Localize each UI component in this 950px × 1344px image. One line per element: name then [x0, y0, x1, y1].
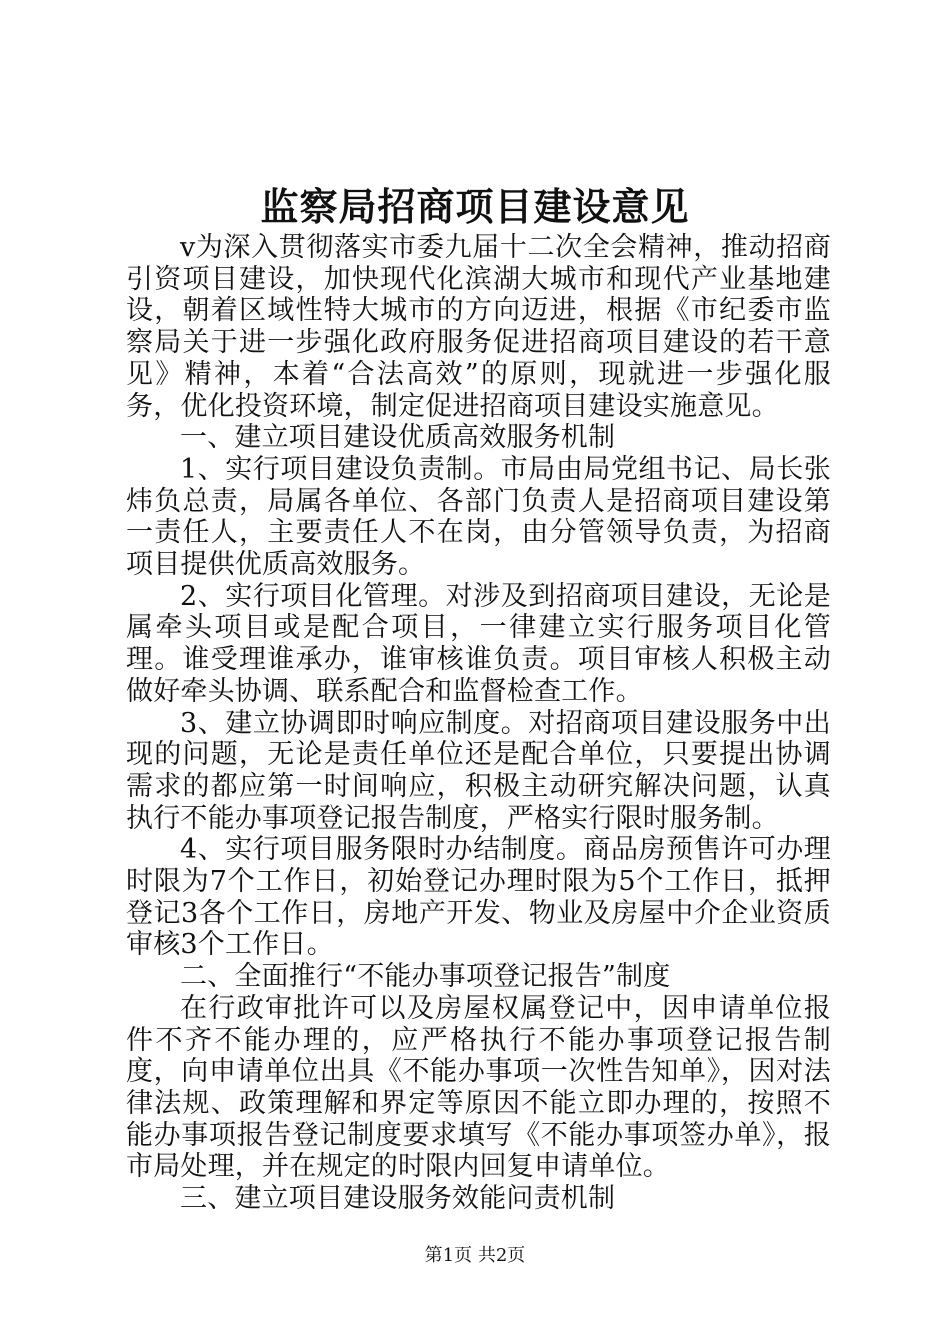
- paragraph-registration: 在行政审批许可以及房屋权属登记中，因申请单位报件不齐不能办理的，应严格执行不能办事项登记报告制度，向申请单位出具《不能办事项一次性告知单》，因对法律法规、政策理解和界定等原因不能立即办理的，按照不能办事项报告登记制度要求填写《不能办事项签办单》，报市局处理，并在规定的时限内回复申请单位。: [126, 992, 831, 1183]
- paragraph-item-2: 2、实行项目化管理。对涉及到招商项目建设，无论是属牵头项目或是配合项目，一律建立实行服务项目化管理。谁受理谁承办，谁审核谁负责。项目审核人积极主动做好牵头协调、联系配合和监督检查工作。: [126, 580, 831, 707]
- document-body: [126, 232, 831, 1215]
- paragraph-item-4: 4、实行项目服务限时办结制度。商品房预售许可办理时限为7个工作日，初始登记办理时限为5个工作日，抵押登记3各个工作日，房地产开发、物业及房屋中介企业资质审核3个工作日。: [126, 834, 831, 961]
- paragraph-item-1: 1、实行项目建设负责制。市局由局党组书记、局长张炜负总责，局属各单位、各部门负责人是招商项目建设第一责任人，主要责任人不在岗，由分管领导负责，为招商项目提供优质高效服务。: [126, 453, 831, 581]
- paragraph-item-3: 3、建立协调即时响应制度。对招商项目建设服务中出现的问题，无论是责任单位还是配合单位，只要提出协调需求的都应第一时间响应，积极主动研究解决问题，认真执行不能办事项登记报告制度，严格实行限时服务制。: [126, 707, 831, 834]
- document-title: 监察局招商项目建设意见: [260, 184, 690, 229]
- intro-paragraph: v为深入贯彻落实市委九届十二次全会精神，推动招商引资项目建设，加快现代化滨湖大城市和现代产业基地建设，朝着区域性特大城市的方向迈进，根据《市纪委市监察局关于进一步强化政府服务促进招商项目建设的若干意见》精神，本着“合法高效”的原则，现就进一步强化服务，优化投资环境，制定促进招商项目建设实施意见。: [126, 232, 831, 422]
- section-heading-1: 一、建立项目建设优质高效服务机制: [180, 422, 616, 454]
- section-heading-2: 二、全面推行“不能办事项登记报告”制度: [180, 961, 671, 993]
- page-footer: 第1页 共2页: [424, 1245, 526, 1266]
- section-heading-3: 三、建立项目建设服务效能问责机制: [180, 1183, 616, 1215]
